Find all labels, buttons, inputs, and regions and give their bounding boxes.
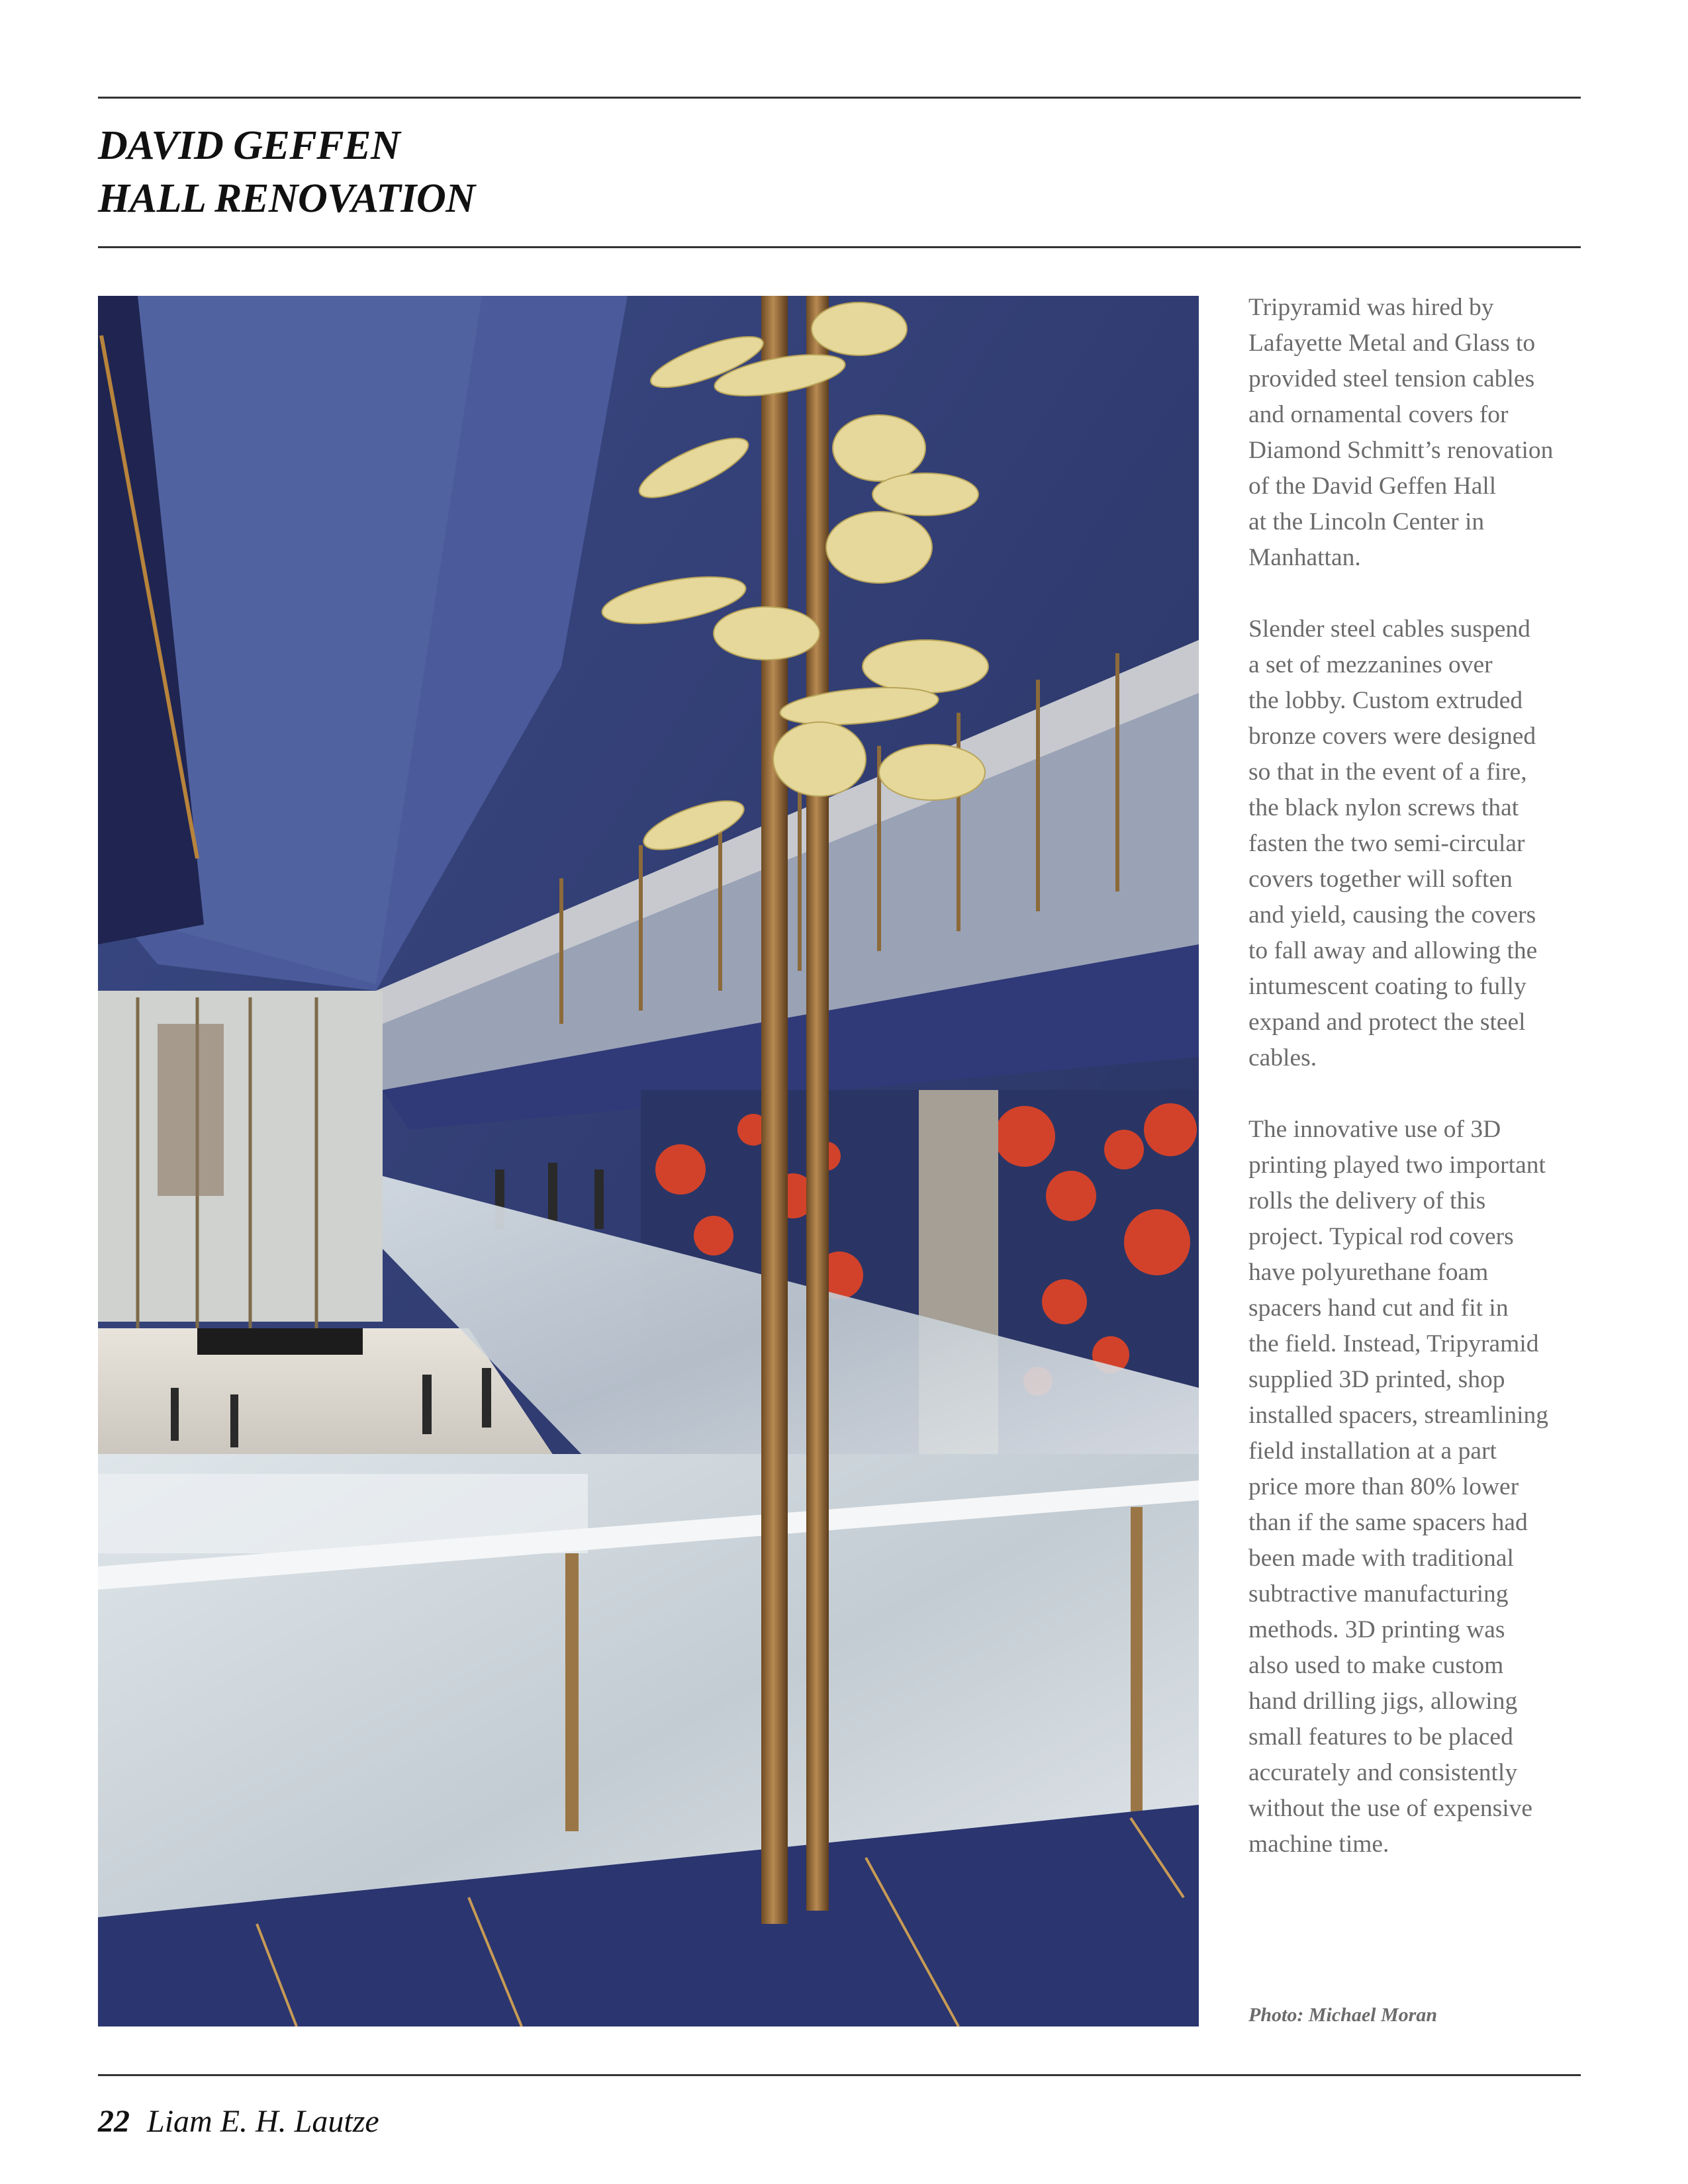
page-footer xyxy=(98,2103,379,2140)
text-line: than if the same spacers had xyxy=(1248,1509,1528,1536)
text-line: Slender steel cables suspend xyxy=(1248,615,1530,643)
text-line: and ornamental covers for xyxy=(1248,401,1509,428)
photo-credit: Photo: Michael Moran xyxy=(1248,2004,1438,2026)
text-line: spacers hand cut and fit in xyxy=(1248,1295,1509,1322)
text-line: so that in the event of a fire, xyxy=(1248,758,1527,786)
title-line-2: HALL RENOVATION xyxy=(98,176,475,221)
text-line: field installation at a part xyxy=(1248,1437,1497,1465)
text-line: fasten the two semi-circular xyxy=(1248,830,1525,857)
text-line: a set of mezzanines over xyxy=(1248,651,1493,678)
text-line: and yield, causing the covers xyxy=(1248,901,1536,929)
paragraph-3d-printing xyxy=(1248,1112,1593,1862)
text-line: accurately and consistently xyxy=(1248,1759,1518,1786)
text-line: provided steel tension cables xyxy=(1248,365,1535,392)
text-line: intumescent coating to fully xyxy=(1248,973,1526,1000)
text-line: Lafayette Metal and Glass to xyxy=(1248,330,1536,357)
text-line: without the use of expensive xyxy=(1248,1795,1533,1822)
text-line: expand and protect the steel xyxy=(1248,1009,1526,1036)
text-line: of the David Geffen Hall xyxy=(1248,473,1497,500)
text-line: methods. 3D printing was xyxy=(1248,1616,1505,1643)
text-line: cables. xyxy=(1248,1044,1317,1071)
text-line: to fall away and allowing the xyxy=(1248,937,1538,964)
footer-rule xyxy=(98,2074,1581,2076)
title-line-1: DAVID GEFFEN xyxy=(98,123,400,168)
paragraph-cables xyxy=(1248,612,1593,1076)
text-line: Tripyramid was hired by xyxy=(1248,294,1494,321)
text-line: rolls the delivery of this xyxy=(1248,1187,1486,1214)
text-line: also used to make custom xyxy=(1248,1652,1504,1679)
text-line: have polyurethane foam xyxy=(1248,1259,1489,1286)
article-body xyxy=(1248,290,1593,1898)
text-line: project. Typical rod covers xyxy=(1248,1223,1514,1250)
text-line: The innovative use of 3D xyxy=(1248,1116,1501,1143)
page-number: 22 xyxy=(98,2104,130,2139)
lobby-photo xyxy=(98,296,1199,2026)
text-line: hand drilling jigs, allowing xyxy=(1248,1688,1518,1715)
text-line: machine time. xyxy=(1248,1831,1389,1858)
text-line: the field. Instead, Tripyramid xyxy=(1248,1330,1539,1357)
text-line: the lobby. Custom extruded xyxy=(1248,687,1523,714)
text-line: price more than 80% lower xyxy=(1248,1473,1519,1500)
text-line: covers together will soften xyxy=(1248,866,1513,893)
text-line: at the Lincoln Center in xyxy=(1248,508,1485,535)
paragraph-intro xyxy=(1248,290,1593,576)
text-line: Manhattan. xyxy=(1248,544,1361,571)
text-line: bronze covers were designed xyxy=(1248,723,1536,750)
text-line: installed spacers, streamlining xyxy=(1248,1402,1549,1429)
page-title xyxy=(98,119,475,225)
text-line: the black nylon screws that xyxy=(1248,794,1519,821)
text-line: been made with traditional xyxy=(1248,1545,1514,1572)
author-name: Liam E. H. Lautze xyxy=(147,2104,379,2139)
text-line: small features to be placed xyxy=(1248,1723,1513,1751)
top-rule xyxy=(98,97,1581,99)
title-rule xyxy=(98,246,1581,248)
text-line: Diamond Schmitt’s renovation xyxy=(1248,437,1554,464)
text-line: printing played two important xyxy=(1248,1152,1546,1179)
text-line: supplied 3D printed, shop xyxy=(1248,1366,1505,1393)
text-line: subtractive manufacturing xyxy=(1248,1580,1509,1608)
